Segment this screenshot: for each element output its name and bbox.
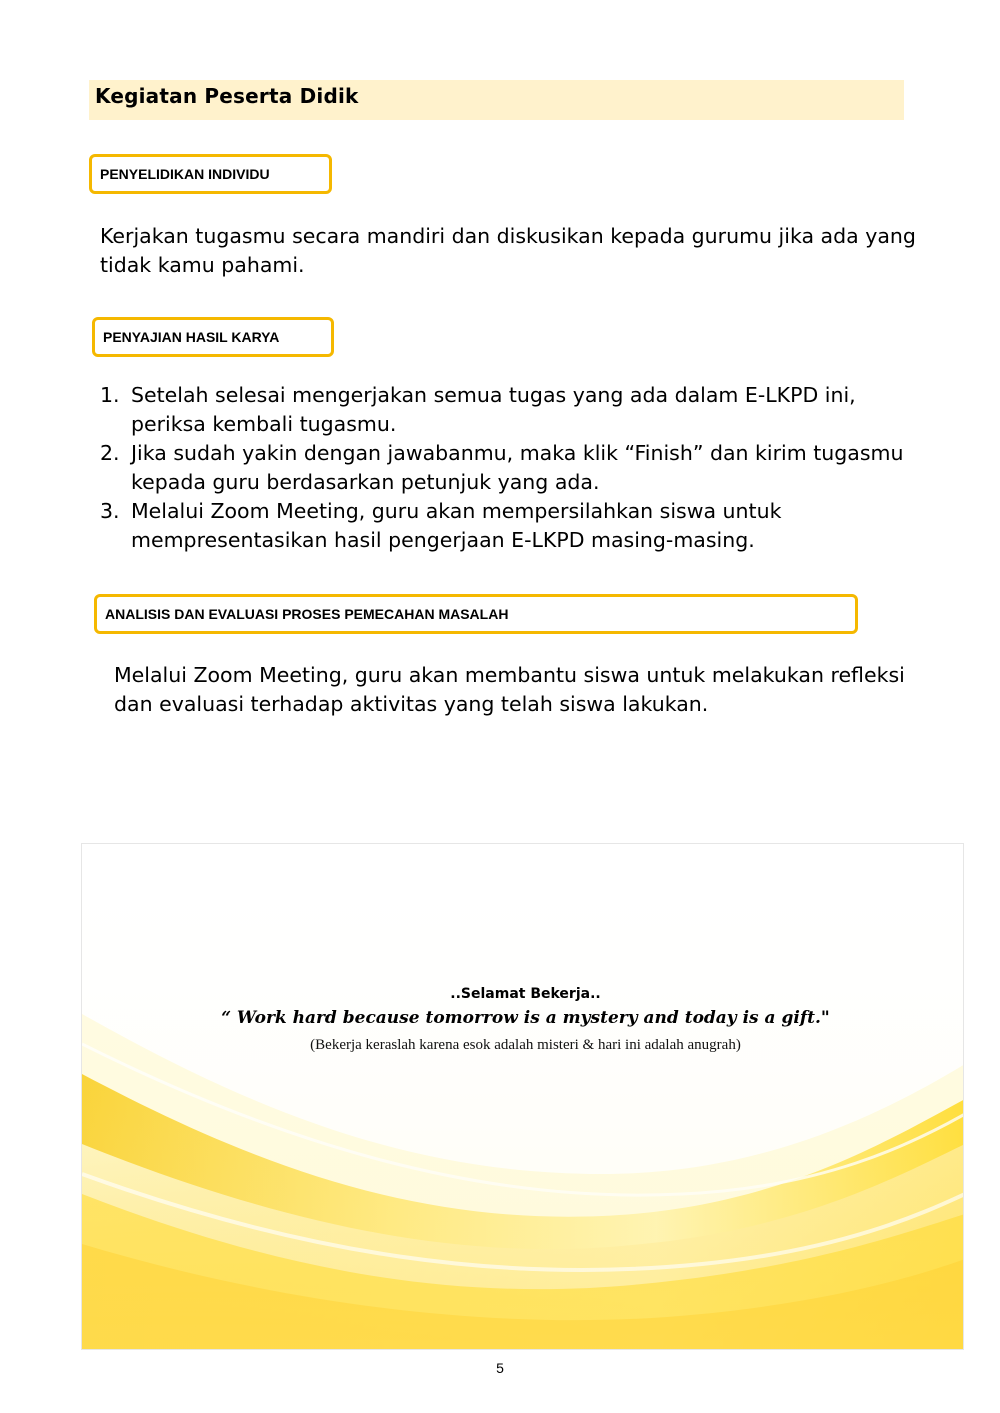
- closing-greeting: ..Selamat Bekerja..: [450, 986, 601, 1002]
- wave-glow: [82, 844, 964, 1350]
- individual-instructions: Kerjakan tugasmu secara mandiri dan diskusikan kepada gurumu jika ada yang tidak kamu pahami.: [100, 224, 916, 277]
- page-title: Kegiatan Peserta Didik: [95, 84, 359, 108]
- list-item-number: 1.: [100, 383, 120, 407]
- quote-translation: (Bekerja keraslah karena esok adalah misteri & hari ini adalah anugrah): [310, 1037, 741, 1053]
- page-number: 5: [496, 1360, 504, 1376]
- list-item-text: Setelah selesai mengerjakan semua tugas yang ada dalam E-LKPD ini, periksa kembali tugasmu.: [131, 383, 856, 436]
- list-item: [100, 497, 930, 555]
- section-title-bar: [89, 80, 904, 120]
- closing-banner: [81, 843, 964, 1350]
- list-item-text: Melalui Zoom Meeting, guru akan mempersilahkan siswa untuk mempresentasikan hasil pengerjaan E-LKPD masing-masing.: [131, 499, 782, 552]
- list-item: [100, 381, 930, 439]
- closing-quote: “ Work hard because tomorrow is a mystery and today is a gift.": [221, 1008, 830, 1028]
- section-label-analisis-evaluasi: ANALISIS DAN EVALUASI PROSES PEMECAHAN MASALAH: [94, 594, 858, 634]
- analysis-instructions: Melalui Zoom Meeting, guru akan membantu siswa untuk melakukan refleksi dan evaluasi terhadap aktivitas yang telah siswa lakukan.: [114, 663, 905, 716]
- golden-wave-background: [82, 844, 964, 1350]
- list-item-number: 3.: [100, 499, 120, 523]
- list-item: [100, 439, 930, 497]
- list-item-text: Jika sudah yakin dengan jawabanmu, maka klik “Finish” dan kirim tugasmu kepada guru berdasarkan petunjuk yang ada.: [131, 441, 904, 494]
- section-label-penyajian-hasil-karya: PENYAJIAN HASIL KARYA: [92, 317, 334, 357]
- section-label-penyelidikan-individu: PENYELIDIKAN INDIVIDU: [89, 154, 332, 194]
- presentation-steps-list: [100, 381, 930, 555]
- list-item-number: 2.: [100, 441, 120, 465]
